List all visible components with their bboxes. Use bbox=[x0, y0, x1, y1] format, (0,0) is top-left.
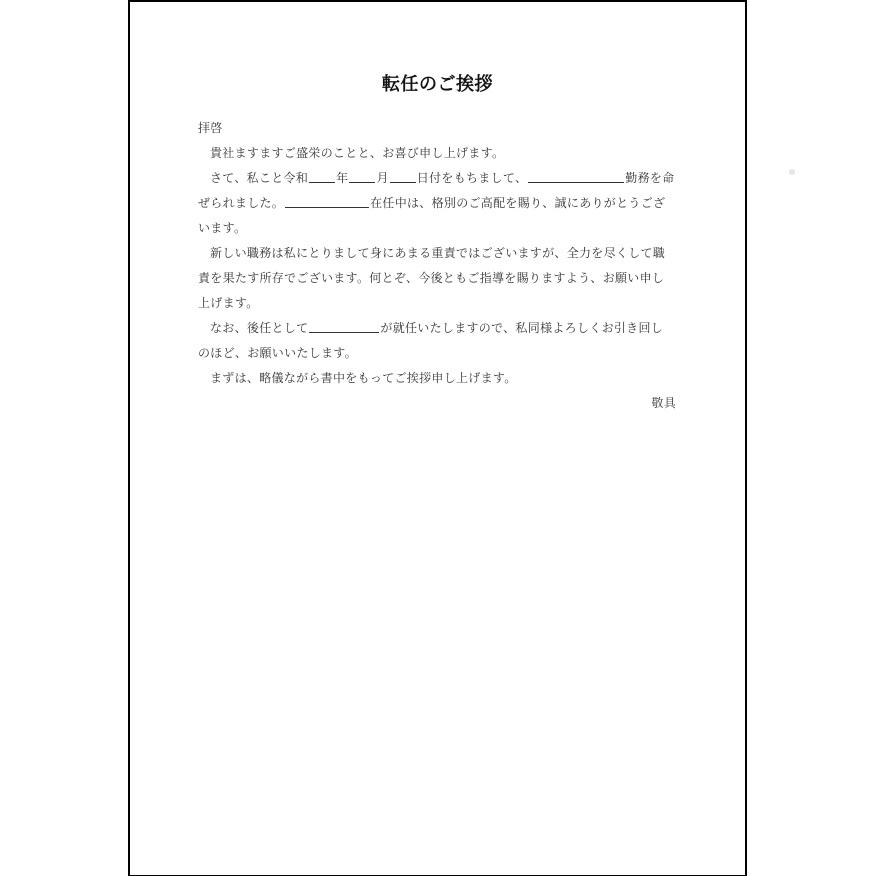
paragraph-successor-line-1 bbox=[198, 316, 676, 341]
scan-speck bbox=[789, 169, 795, 175]
blank-old-post bbox=[285, 195, 369, 208]
document-page bbox=[128, 0, 747, 876]
successor-text-a: なお、後任として bbox=[210, 321, 309, 335]
paragraph-duty-line-2: 責を果たす所存でございます。何とぞ、今後ともご指導を賜りますよう、お願い申し bbox=[198, 271, 665, 285]
paragraph-duty-line-3: 上げます。 bbox=[198, 296, 259, 310]
transfer-text-g: 在任中は、格別のご高配を賜り、誠にありがとうござ bbox=[370, 196, 666, 210]
letter-body bbox=[198, 116, 676, 416]
blank-new-post bbox=[528, 170, 624, 183]
transfer-text-f: ぜられました。 bbox=[198, 196, 285, 210]
paragraph-transfer-line-2 bbox=[198, 191, 676, 216]
document-title: 転任のご挨拶 bbox=[382, 74, 493, 95]
paragraph-transfer-line-3: います。 bbox=[198, 221, 247, 235]
transfer-text-b: 年 bbox=[336, 171, 349, 185]
paragraph-transfer-line-1 bbox=[198, 166, 676, 191]
salutation: 拝啓 bbox=[198, 121, 223, 135]
blank-month bbox=[349, 170, 375, 183]
blank-year bbox=[309, 170, 335, 183]
paragraph-successor-line-2: のほど、お願いいたします。 bbox=[198, 346, 357, 360]
paragraph-duty-line-1: 新しい職務は私にとりまして身にあまる重責ではございますが、全力を尽くして職 bbox=[210, 246, 666, 260]
complimentary-close: 敬具 bbox=[651, 396, 676, 410]
paragraph-closing-remark: まずは、略儀ながら書中をもってご挨拶申し上げます。 bbox=[210, 371, 517, 385]
transfer-text-a: さて、私こと令和 bbox=[210, 171, 309, 185]
transfer-text-e: 勤務を命 bbox=[625, 171, 675, 185]
transfer-text-c: 月 bbox=[376, 171, 389, 185]
transfer-text-d: 日付をもちまして、 bbox=[416, 171, 528, 185]
blank-day bbox=[390, 170, 416, 183]
successor-text-b: が就任いたしますので、私同様よろしくお引き回し bbox=[380, 321, 664, 335]
paragraph-greeting: 貴社ますますご盛栄のことと、お喜び申し上げます。 bbox=[210, 146, 505, 160]
blank-successor bbox=[309, 320, 379, 333]
